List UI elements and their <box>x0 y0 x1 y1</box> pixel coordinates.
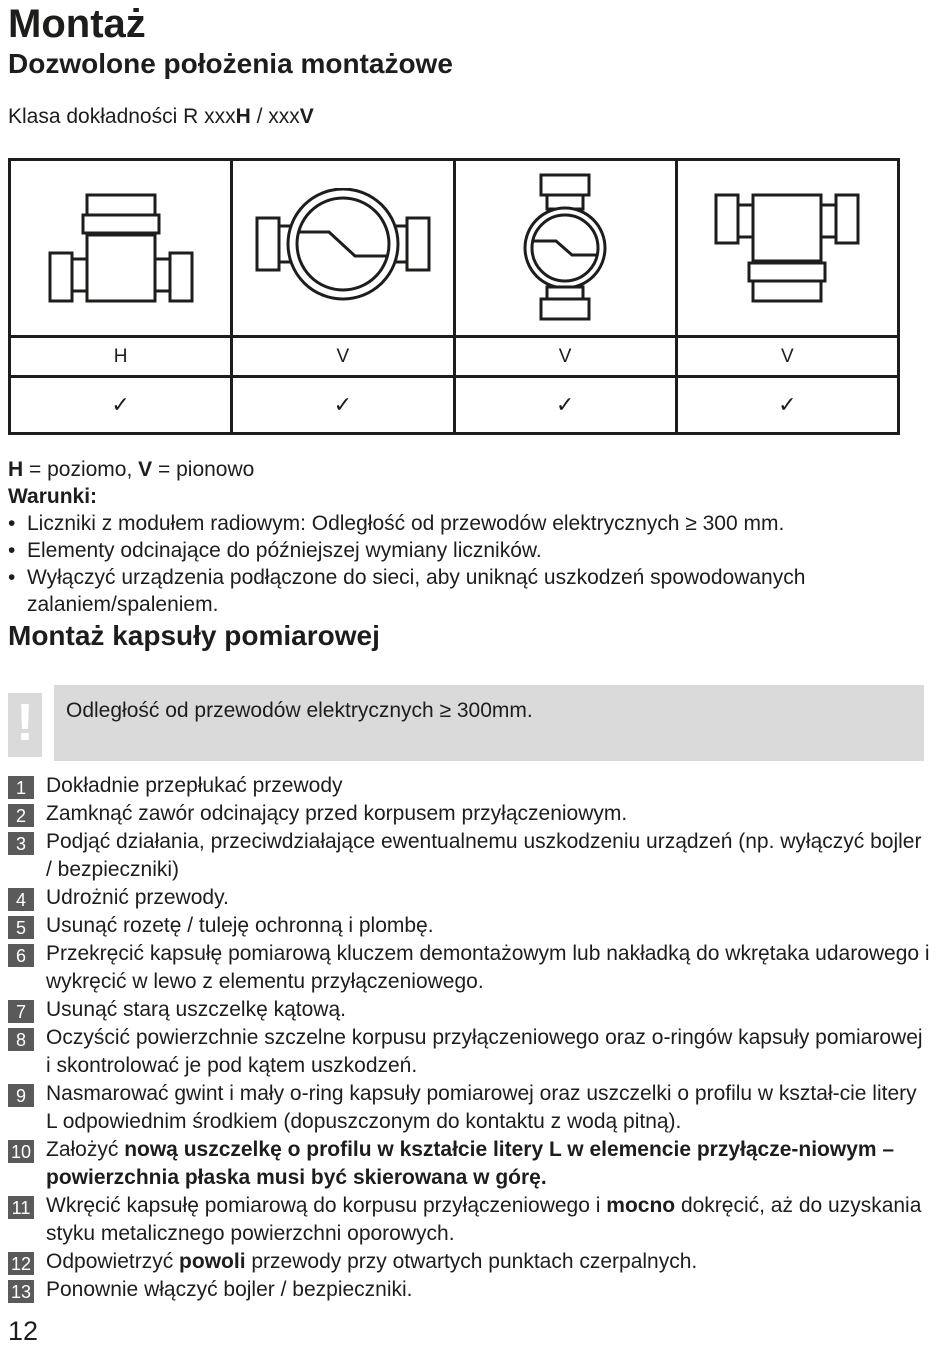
step-number: 1 <box>8 776 34 799</box>
check-icon: ✓ <box>454 377 676 434</box>
step-number: 5 <box>8 916 34 939</box>
step-number: 4 <box>8 888 34 911</box>
step-item: 8 Oczyścić powierzchnie szczelne korpusu przyłączeniowego oraz o-ringów kapsuły pomiarowej i skontrolować je pod kątem uszkodzeń. <box>8 1024 933 1080</box>
step-number: 8 <box>8 1028 34 1051</box>
section-title-capsule: Montaż kapsuły pomiarowej <box>8 620 380 651</box>
meter-vertical-front-icon <box>253 188 433 308</box>
warning-icon: ! <box>8 685 54 761</box>
check-icon: ✓ <box>232 377 454 434</box>
warning-box <box>8 685 924 761</box>
step-number: 6 <box>8 944 34 967</box>
position-cell-1 <box>10 160 232 337</box>
step-number: 2 <box>8 804 34 827</box>
step-number: 3 <box>8 832 34 855</box>
page-title: Montaż <box>8 2 146 46</box>
position-label: V <box>232 337 454 377</box>
step-number: 12 <box>8 1252 34 1275</box>
condition-item: • Wyłączyć urządzenia podłączone do sieci, aby uniknąć uszkodzeń spowodowanych zalaniem/spaleniem. <box>8 564 938 618</box>
section-title-positions: Dozwolone położenia montażowe <box>8 48 453 79</box>
step-number: 13 <box>8 1280 34 1303</box>
step-item: 4 Udrożnić przewody. <box>8 884 933 912</box>
conditions-title: Warunki: <box>8 485 98 508</box>
step-item: 13 Ponownie włączyć bojler / bezpieczniki. <box>8 1276 933 1304</box>
step-number: 11 <box>8 1196 34 1219</box>
step-item: 1 Dokładnie przepłukać przewody <box>8 772 933 800</box>
steps-list <box>8 772 933 1304</box>
position-label: H <box>10 337 232 377</box>
step-item: 7 Usunąć starą uszczelkę kątową. <box>8 996 933 1024</box>
meter-upside-down-icon <box>712 193 862 303</box>
positions-table <box>8 158 900 435</box>
warning-text: Odległość od przewodów elektrycznych ≥ 300mm. <box>66 699 533 722</box>
legend <box>8 456 938 618</box>
step-number: 9 <box>8 1084 34 1107</box>
condition-item: • Elementy odcinające do późniejszej wymiany liczników. <box>8 537 938 564</box>
position-cell-4 <box>676 160 898 337</box>
step-item: 10 Założyć nową uszczelkę o profilu w kształcie litery L w elemencie przyłącze-niowym – powierzchnia płaska musi być skierowana w górę. <box>8 1136 933 1192</box>
check-icon: ✓ <box>676 377 898 434</box>
step-item: 5 Usunąć rozetę / tuleję ochronną i plombę. <box>8 912 933 940</box>
step-item: 6 Przekręcić kapsułę pomiarową kluczem demontażowym lub nakładką do wkrętaka udarowego i wykręcić w lewo z elementu przyłączeniowego. <box>8 940 933 996</box>
position-cell-3 <box>454 160 676 337</box>
step-item: 2 Zamknąć zawór odcinający przed korpusem przyłączeniowym. <box>8 800 933 828</box>
conditions-list <box>8 510 938 618</box>
step-item: 12 Odpowietrzyć powoli przewody przy otwartych punktach czerpalnych. <box>8 1248 933 1276</box>
meter-vertical-side-icon <box>510 173 620 323</box>
position-cell-2 <box>232 160 454 337</box>
step-number: 7 <box>8 1000 34 1023</box>
position-label: V <box>454 337 676 377</box>
accuracy-class: Klasa dokładności R xxxH / xxxV <box>8 105 314 128</box>
check-icon: ✓ <box>10 377 232 434</box>
page-number: 12 <box>8 1316 39 1346</box>
step-number: 10 <box>8 1140 34 1163</box>
step-item: 11 Wkręcić kapsułę pomiarową do korpusu przyłączeniowego i mocno dokręcić, aż do uzyskania styku metalicznego powierzchni oporowych. <box>8 1192 933 1248</box>
step-item: 9 Nasmarować gwint i mały o-ring kapsuły pomiarowej oraz uszczelki o profilu w kształ-cie litery L odpowiednim środkiem (dopuszczonym do kontaktu z wodą pitną). <box>8 1080 933 1136</box>
meter-horizontal-icon <box>46 193 196 303</box>
step-item: 3 Podjąć działania, przeciwdziałające ewentualnemu uszkodzeniu urządzeń (np. wyłączyć bojler / bezpieczniki) <box>8 828 933 884</box>
position-label: V <box>676 337 898 377</box>
condition-item: • Liczniki z modułem radiowym: Odległość od przewodów elektrycznych ≥ 300 mm. <box>8 510 938 537</box>
orientation-key: H = poziomo, V = pionowo <box>8 458 255 481</box>
